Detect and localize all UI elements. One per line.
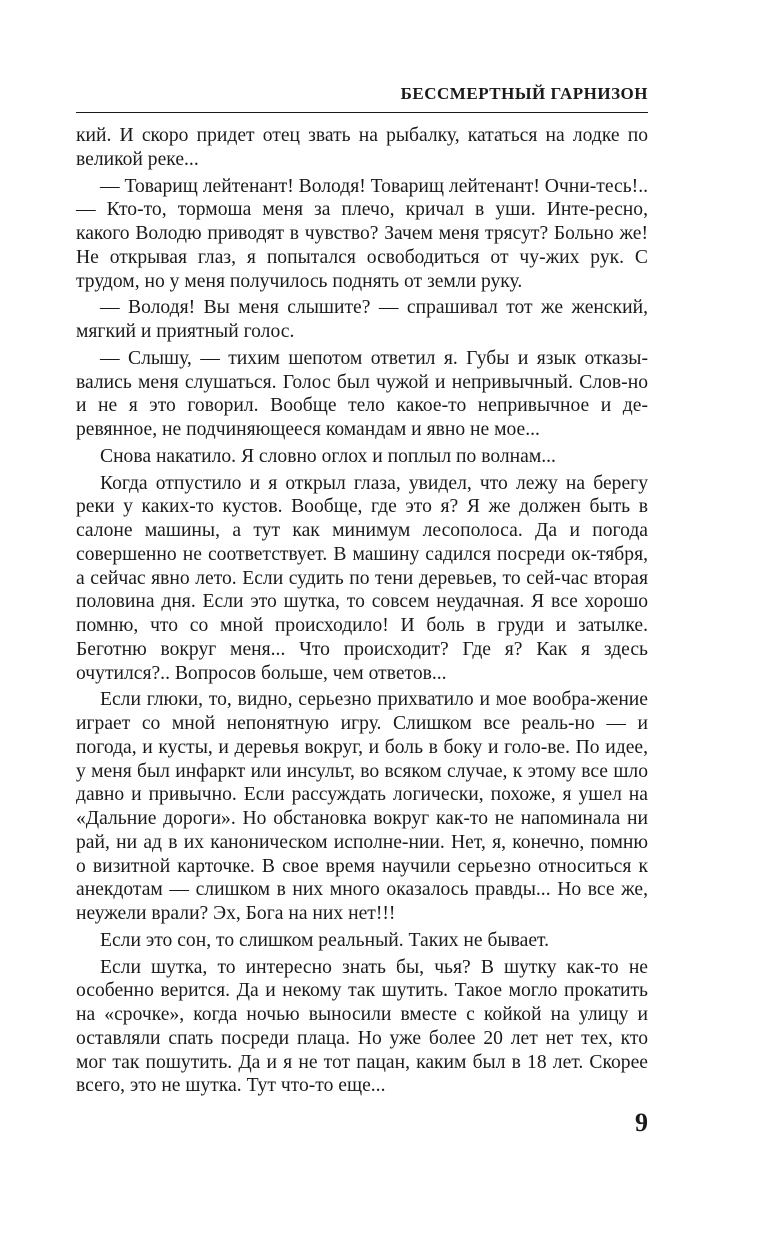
paragraph: — Товарищ лейтенант! Володя! Товарищ лейтенант! Очни-тесь!.. — Кто-то, тормоша меня за плечо, кричал в уши. Инте-ресно, какого Володю приводят в чувство? Зачем меня трясут? Больно же! Не открывая глаз, я попытался освободиться от чу-жих рук. С трудом, но у меня получилось поднять от земли руку. bbox=[76, 175, 648, 292]
running-header bbox=[76, 82, 648, 113]
paragraph: — Володя! Вы меня слышите? — спрашивал тот же женский, мягкий и приятный голос. bbox=[76, 297, 648, 342]
body-text bbox=[76, 124, 648, 1101]
paragraph: Если это сон, то слишком реальный. Таких не бывает. bbox=[100, 929, 550, 951]
page-number: 9 bbox=[635, 1108, 648, 1137]
paragraph: — Слышу, — тихим шепотом ответил я. Губы и язык отказы-вались меня слушаться. Голос был чужой и непривычный. Слов-но и не я это говорил. Вообще тело какое-то непривычное и де-ревянное, не подчиняющееся командам и явно не мое... bbox=[76, 347, 648, 440]
paragraph: Если шутка, то интересно знать бы, чья? В шутку как-то не особенно верится. Да и некому так шутить. Такое могло прокатить на «срочке», когда ночью выносили вместе с койкой на улицу и оставляли спать посреди плаца. Но уже более 20 лет нет тех, кто мог так пошутить. Да и я не тот пацан, каким был в 18 лет. Скорее всего, это не шутка. Тут что-то еще... bbox=[76, 956, 648, 1097]
paragraph: Когда отпустило и я открыл глаза, увидел, что лежу на берегу реки у каких-то кустов. Вообще, где это я? Я же должен быть в салоне машины, а тут как минимум лесополоса. Да и погода совершенно не соответствует. В машину садился посреди ок-тября, а сейчас явно лето. Если судить по тени деревьев, то сей-час вторая половина дня. Если это шутка, то совсем неудачная. Я все хорошо помню, что со мной происходило! И боль в груди и затылке. Беготню вокруг меня... Что происходит? Где я? Как я здесь очутился?.. Вопросов больше, чем ответов... bbox=[76, 472, 648, 684]
paragraph: Снова накатило. Я словно оглох и поплыл по волнам... bbox=[100, 445, 556, 467]
running-title: БЕССМЕРТНЫЙ ГАРНИЗОН bbox=[400, 84, 648, 103]
paragraph-continuation: кий. И скоро придет отец звать на рыбалку, кататься на лодке по великой реке... bbox=[76, 125, 648, 170]
paragraph: Если глюки, то, видно, серьезно прихватило и мое вообра-жение играет со мной непонятную игру. Слишком все реаль-но — и погода, и кусты, и деревья вокруг, и боль в боку и голо-ве. По идее, у меня был инфаркт или инсульт, во всяком случае, к этому все шло давно и привычно. Если рассуждать логически, похоже, я ушел на «Дальние дороги». Но обстановка вокруг как-то не напоминала ни рай, ни ад в их каноническом исполне-нии. Нет, я, конечно, помню о визитной карточке. В свое время научили серьезно относиться к анекдотам — слишком в них много оказалось правды... Но все же, неужели врали? Эх, Бога на них нет!!! bbox=[76, 689, 648, 924]
